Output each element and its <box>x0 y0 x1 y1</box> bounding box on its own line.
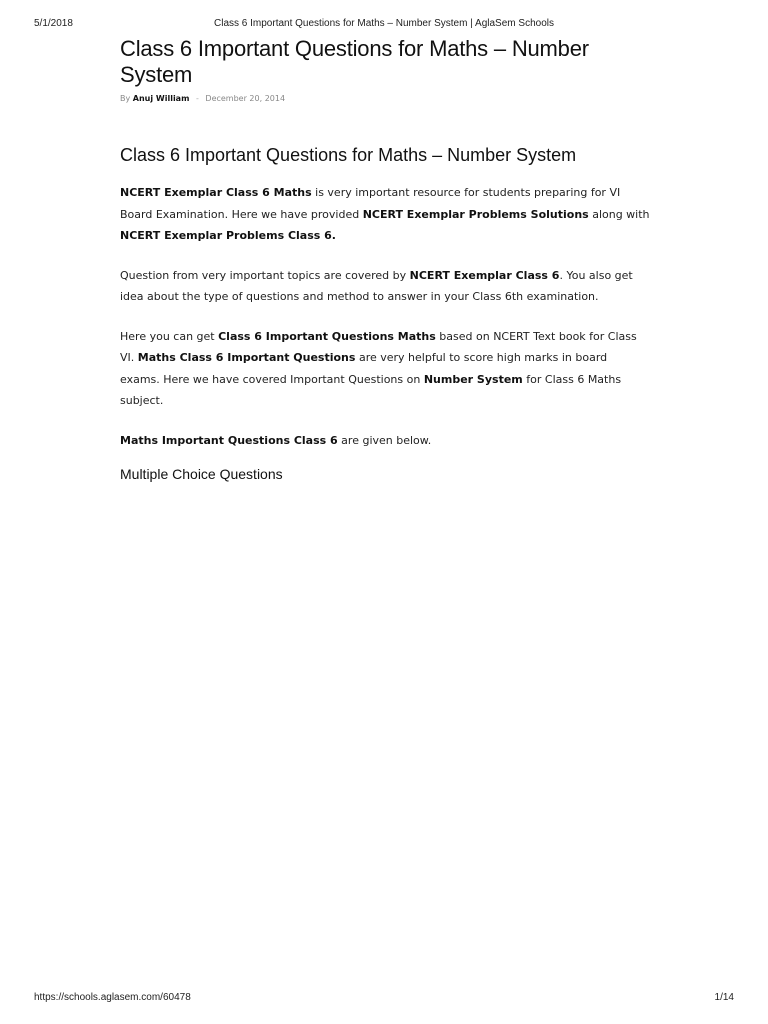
p3-bold-3: Number System <box>423 372 523 386</box>
p1-bold-2: NCERT Exemplar Problems Solutions <box>362 207 589 221</box>
p1-bold-1: NCERT Exemplar Class 6 Maths <box>120 186 312 199</box>
article-meta <box>120 94 650 103</box>
paragraph-2 <box>120 265 650 308</box>
print-doc-title: Class 6 Important Questions for Maths – Number System | AglaSem Schools <box>214 18 554 29</box>
meta-by: By <box>120 94 131 103</box>
p3-bold-2: Maths Class 6 Important Questions <box>137 351 356 364</box>
page-number: 1/14 <box>714 992 734 1003</box>
meta-separator: - <box>195 94 199 103</box>
p1-bold-3: NCERT Exemplar Problems Class 6. <box>120 229 336 242</box>
p3-text-1: Here you can get <box>120 329 219 343</box>
p4-bold-1: Maths Important Questions Class 6 <box>120 433 338 447</box>
paragraph-4 <box>120 430 650 452</box>
p3-bold-1: Class 6 Important Questions Maths <box>218 329 436 343</box>
p3-text-4: for Class 6 Maths subject. <box>120 372 622 407</box>
p4-text-1: are given below. <box>337 433 432 447</box>
print-header <box>34 18 734 32</box>
subheading-mcq: Multiple Choice Questions <box>120 466 283 482</box>
page-url[interactable]: https://schools.aglasem.com/60478 <box>34 992 191 1003</box>
section-heading: Class 6 Important Questions for Maths – Number System <box>120 145 577 165</box>
p2-text-1: Question from very important topics are covered by <box>120 268 410 282</box>
author-link[interactable]: Anuj William <box>132 94 190 103</box>
paragraph-3 <box>120 326 650 412</box>
print-footer <box>34 992 734 1006</box>
p1-text-1: is very important resource for students preparing for VI Board Examination. Here we have provided <box>120 186 621 221</box>
p3-text-3: are very helpful to score high marks in board exams. Here we have covered Important Questions on <box>120 351 608 386</box>
publish-date: December 20, 2014 <box>205 94 286 103</box>
paragraph-1 <box>120 182 650 247</box>
article <box>120 36 650 483</box>
article-title: Class 6 Important Questions for Maths – Number System <box>120 36 589 87</box>
print-date: 5/1/2018 <box>34 18 73 29</box>
p1-text-2: along with <box>588 207 650 221</box>
p2-bold-1: NCERT Exemplar Class 6 <box>409 268 560 282</box>
p2-text-2: . You also get idea about the type of questions and method to answer in your Class 6th examination. <box>120 268 633 303</box>
p3-text-2: based on NCERT Text book for Class VI. <box>120 329 637 364</box>
